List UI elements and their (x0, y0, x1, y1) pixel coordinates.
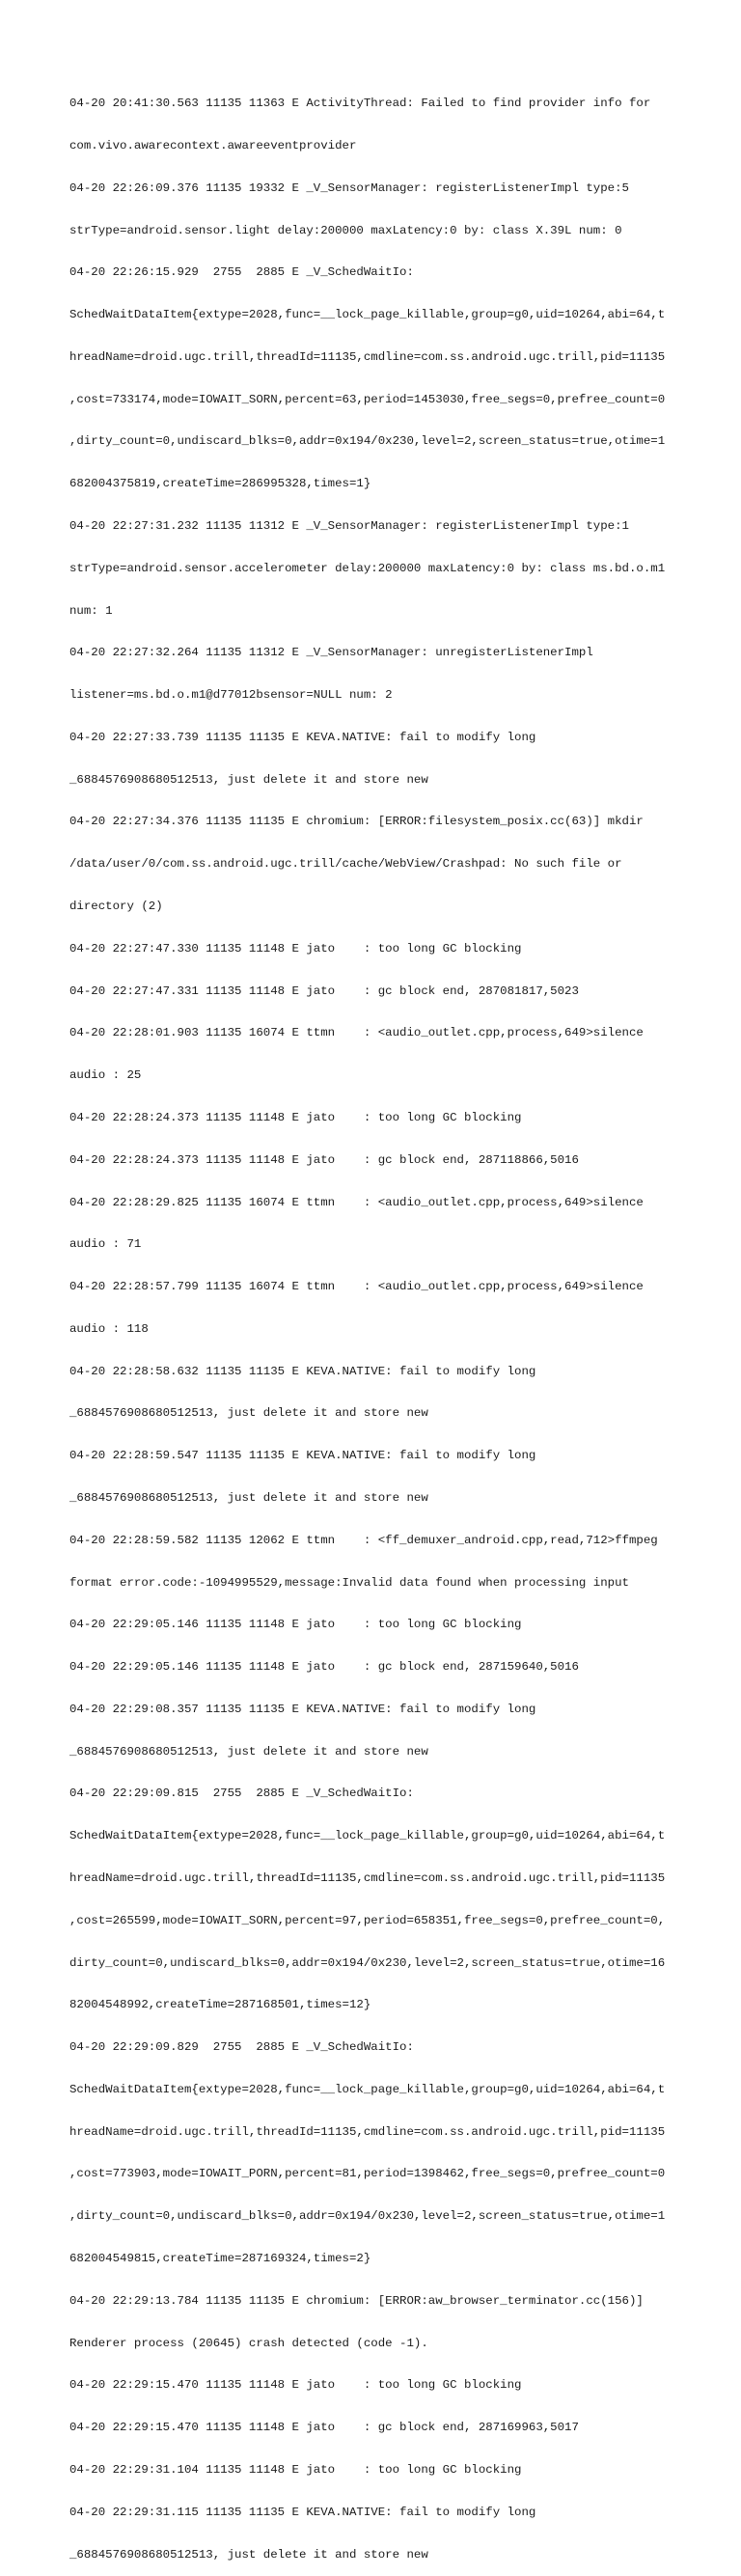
log-line: 682004375819,createTime=286995328,times=1} (69, 477, 371, 491)
log-line: audio : 71 (69, 1237, 142, 1252)
log-line: dirty_count=0,undiscard_blks=0,addr=0x194/0x230,level=2,screen_status=true,otime=16 (69, 1955, 666, 1970)
log-line: _6884576908680512513, just delete it and store new (69, 772, 428, 787)
log-line: strType=android.sensor.accelerometer delay:200000 maxLatency:0 by: class ms.bd.o.m1 (69, 561, 666, 575)
log-line: SchedWaitDataItem{extype=2028,func=__lock_page_killable,group=g0,uid=10264,abi=64,t (69, 1829, 666, 1843)
log-document (69, 69, 675, 2576)
log-line: 04-20 22:27:32.264 11135 11312 E _V_SensorManager: unregisterListenerImpl (69, 646, 593, 660)
log-line: 04-20 22:26:15.929 2755 2885 E _V_SchedWaitIo: (69, 265, 414, 280)
log-line: 04-20 22:29:09.815 2755 2885 E _V_SchedWaitIo: (69, 1787, 414, 1801)
log-line: audio : 25 (69, 1068, 142, 1083)
log-line: 04-20 22:28:29.825 11135 16074 E ttmn : <audio_outlet.cpp,process,649>silence (69, 1195, 644, 1209)
log-line: 04-20 22:29:05.146 11135 11148 E jato : gc block end, 287159640,5016 (69, 1660, 579, 1675)
log-line: hreadName=droid.ugc.trill,threadId=11135,cmdline=com.ss.android.ugc.trill,pid=11135 (69, 349, 666, 364)
log-line: 04-20 22:29:31.115 11135 11135 E KEVA.NATIVE: fail to modify long (69, 2505, 536, 2519)
log-line: 04-20 22:29:15.470 11135 11148 E jato : too long GC blocking (69, 2378, 522, 2393)
log-line: _6884576908680512513, just delete it and store new (69, 1406, 428, 1421)
log-line: 04-20 22:29:08.357 11135 11135 E KEVA.NATIVE: fail to modify long (69, 1702, 536, 1716)
log-line: /data/user/0/com.ss.android.ugc.trill/cache/WebView/Crashpad: No such file or (69, 857, 622, 872)
log-line: 04-20 22:29:31.104 11135 11148 E jato : too long GC blocking (69, 2462, 522, 2477)
log-line: 04-20 22:28:57.799 11135 16074 E ttmn : <audio_outlet.cpp,process,649>silence (69, 1280, 644, 1294)
log-line: directory (2) (69, 900, 163, 914)
log-line: 04-20 22:27:31.232 11135 11312 E _V_SensorManager: registerListenerImpl type:1 (69, 519, 629, 533)
log-line: strType=android.sensor.light delay:200000 maxLatency:0 by: class X.39L num: 0 (69, 223, 622, 237)
log-line: 04-20 22:28:59.547 11135 11135 E KEVA.NATIVE: fail to modify long (69, 1449, 536, 1463)
log-line: 04-20 22:28:24.373 11135 11148 E jato : gc block end, 287118866,5016 (69, 1152, 579, 1167)
log-line: 04-20 22:29:09.829 2755 2885 E _V_SchedWaitIo: (69, 2040, 414, 2055)
log-line: num: 1 (69, 603, 113, 618)
log-line: 04-20 20:41:30.563 11135 11363 E ActivityThread: Failed to find provider info for (69, 97, 651, 111)
log-line: 04-20 22:28:59.582 11135 12062 E ttmn : <ff_demuxer_android.cpp,read,712>ffmpeg (69, 1533, 658, 1547)
log-line: 682004549815,createTime=287169324,times=2} (69, 2252, 371, 2266)
log-line: 04-20 22:26:09.376 11135 19332 E _V_SensorManager: registerListenerImpl type:5 (69, 180, 629, 195)
log-line: Renderer process (20645) crash detected (code -1). (69, 2336, 428, 2350)
log-line: 04-20 22:27:47.330 11135 11148 E jato : too long GC blocking (69, 941, 522, 956)
log-line: ,dirty_count=0,undiscard_blks=0,addr=0x194/0x230,level=2,screen_status=true,otime=1 (69, 2209, 666, 2224)
log-line: com.vivo.awarecontext.awareeventprovider (69, 138, 357, 152)
log-line: ,cost=733174,mode=IOWAIT_SORN,percent=63,period=1453030,free_segs=0,prefree_count=0 (69, 392, 666, 406)
log-line: _6884576908680512513, just delete it and store new (69, 1744, 428, 1759)
log-line: 04-20 22:29:05.146 11135 11148 E jato : too long GC blocking (69, 1618, 522, 1632)
log-line: hreadName=droid.ugc.trill,threadId=11135,cmdline=com.ss.android.ugc.trill,pid=11135 (69, 1871, 666, 1885)
log-line: _6884576908680512513, just delete it and store new (69, 1490, 428, 1505)
log-line: 04-20 22:28:01.903 11135 16074 E ttmn : <audio_outlet.cpp,process,649>silence (69, 1026, 644, 1040)
log-line: SchedWaitDataItem{extype=2028,func=__lock_page_killable,group=g0,uid=10264,abi=64,t (69, 308, 666, 322)
log-line: SchedWaitDataItem{extype=2028,func=__lock_page_killable,group=g0,uid=10264,abi=64,t (69, 2082, 666, 2096)
log-line: _6884576908680512513, just delete it and store new (69, 2547, 428, 2562)
log-line: ,dirty_count=0,undiscard_blks=0,addr=0x194/0x230,level=2,screen_status=true,otime=1 (69, 434, 666, 449)
log-line: 04-20 22:28:24.373 11135 11148 E jato : too long GC blocking (69, 1110, 522, 1124)
log-line: audio : 118 (69, 1321, 149, 1336)
log-line: 04-20 22:29:13.784 11135 11135 E chromium: [ERROR:aw_browser_terminator.cc(156)] (69, 2293, 644, 2308)
log-line: format error.code:-1094995529,message:Invalid data found when processing input (69, 1575, 629, 1590)
log-line: 82004548992,createTime=287168501,times=12} (69, 1998, 371, 2012)
log-line: 04-20 22:27:34.376 11135 11135 E chromium: [ERROR:filesystem_posix.cc(63)] mkdir (69, 815, 644, 829)
log-line: 04-20 22:29:15.470 11135 11148 E jato : gc block end, 287169963,5017 (69, 2421, 579, 2435)
log-line: 04-20 22:28:58.632 11135 11135 E KEVA.NATIVE: fail to modify long (69, 1364, 536, 1378)
log-line: ,cost=265599,mode=IOWAIT_SORN,percent=97,period=658351,free_segs=0,prefree_count=0, (69, 1913, 666, 1927)
log-line: 04-20 22:27:47.331 11135 11148 E jato : gc block end, 287081817,5023 (69, 983, 579, 998)
log-line: listener=ms.bd.o.m1@d77012bsensor=NULL num: 2 (69, 688, 393, 703)
log-line: hreadName=droid.ugc.trill,threadId=11135,cmdline=com.ss.android.ugc.trill,pid=11135 (69, 2124, 666, 2139)
log-line: 04-20 22:27:33.739 11135 11135 E KEVA.NATIVE: fail to modify long (69, 730, 536, 744)
log-line: ,cost=773903,mode=IOWAIT_PORN,percent=81,period=1398462,free_segs=0,prefree_count=0 (69, 2167, 666, 2181)
